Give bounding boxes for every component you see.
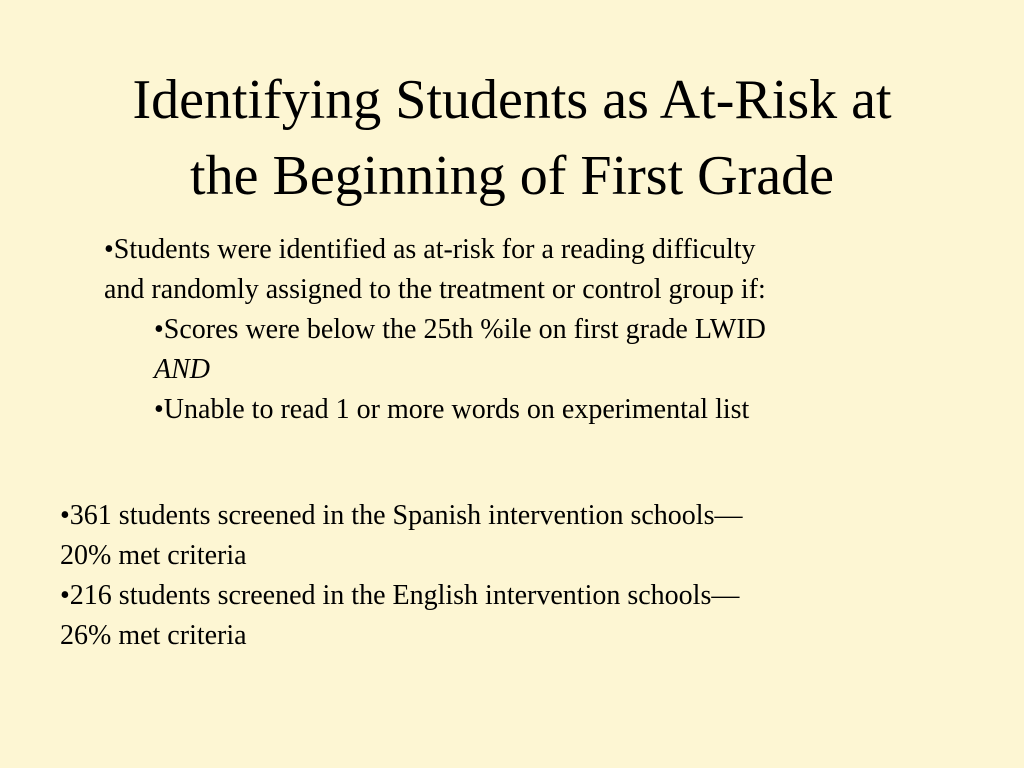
spanish-screening-line-1: •361 students screened in the Spanish intervention schools— [60,500,743,531]
title-line-1: Identifying Students as At-Risk at [132,69,892,131]
criteria-item-lwid: •Scores were below the 25th %ile on first grade LWID [154,314,766,345]
title-line-2: the Beginning of First Grade [190,145,834,207]
english-screening-line-2: 26% met criteria [60,620,247,651]
criteria-intro-line-2: and randomly assigned to the treatment or control group if: [104,274,766,305]
criteria-list [104,230,984,430]
english-screening-line-1: •216 students screened in the English intervention schools— [60,580,740,611]
criteria-intro-line-1: •Students were identified as at-risk for a reading difficulty [104,234,756,265]
slide-title [40,62,984,214]
screening-results [60,496,960,656]
criteria-item-word-list: •Unable to read 1 or more words on experimental list [154,394,750,425]
criteria-connector: AND [154,354,210,385]
spanish-screening-line-2: 20% met criteria [60,540,247,571]
